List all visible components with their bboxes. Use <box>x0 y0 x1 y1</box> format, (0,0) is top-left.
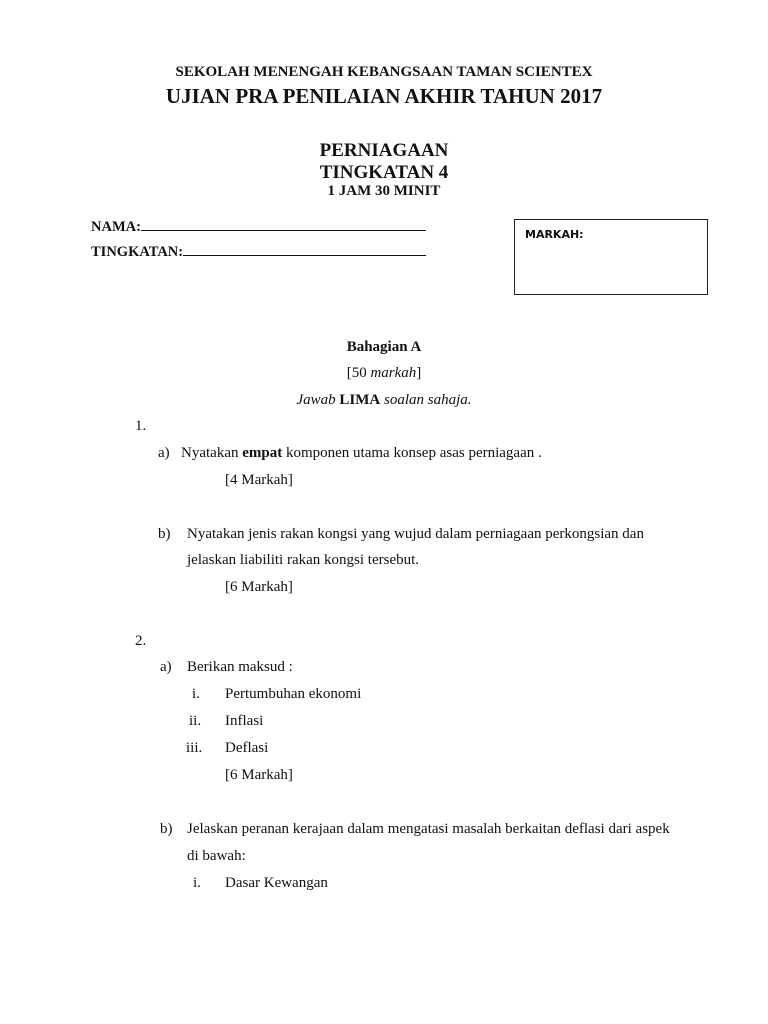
q1b-label: b) <box>158 526 171 542</box>
q2b-item-1-num: i. <box>193 875 201 891</box>
form-level: TINGKATAN 4 <box>319 162 449 183</box>
q2b-item-1-text: Dasar Kewangan <box>225 875 328 891</box>
q2a-text: Berikan maksud : <box>187 659 293 675</box>
q2a-item-2-num: ii. <box>189 713 202 729</box>
q2b-line-2: di bawah: <box>187 848 246 864</box>
q2a-item-3-text: Deflasi <box>225 740 269 756</box>
section-marks-open: [50 <box>346 365 371 381</box>
instruction-post: soalan sahaja. <box>380 392 472 408</box>
instruction-pre: Jawab <box>296 392 340 408</box>
marks-label: MARKAH: <box>525 228 584 241</box>
section-marks-word: markah <box>370 365 417 381</box>
q2b-line-1: Jelaskan peranan kerajaan dalam mengatasi masalah berkaitan deflasi dari aspek <box>187 821 670 837</box>
q2a-label: a) <box>160 659 172 675</box>
q1b-line-2: jelaskan liabiliti rakan kongsi tersebut. <box>187 552 420 568</box>
q1a-label: a) <box>158 445 170 461</box>
q2a-item-1-num: i. <box>192 686 200 702</box>
school-name: SEKOLAH MENENGAH KEBANGSAAN TAMAN SCIENTEX <box>175 64 593 80</box>
q2a-item-2-text: Inflasi <box>225 713 264 729</box>
q2a-marks: [6 Markah] <box>225 767 293 783</box>
marks-box[interactable] <box>514 219 708 295</box>
question-2-number: 2. <box>135 633 147 649</box>
exam-duration: 1 JAM 30 MINIT <box>327 183 441 199</box>
section-marks-close: ] <box>416 365 422 381</box>
class-label: TINGKATAN: <box>91 244 184 260</box>
q1b-marks: [6 Markah] <box>225 579 293 595</box>
q1a-text-post: komponen utama konsep asas perniagaan . <box>282 445 542 461</box>
q1b-line-1: Nyatakan jenis rakan kongsi yang wujud dalam perniagaan perkongsian dan <box>187 526 644 542</box>
class-blank-line[interactable] <box>183 243 426 256</box>
instruction-bold: LIMA <box>339 392 381 408</box>
q2a-item-1-text: Pertumbuhan ekonomi <box>225 686 362 702</box>
q1a-text-pre: Nyatakan <box>181 445 243 461</box>
section-instruction <box>0 392 768 409</box>
q2a-item-3-num: iii. <box>186 740 203 756</box>
q1a-text-bold: empat <box>242 445 283 461</box>
name-blank-line[interactable] <box>141 218 426 231</box>
section-marks <box>0 365 768 382</box>
q1a-marks: [4 Markah] <box>225 472 293 488</box>
q1a-text <box>181 445 542 462</box>
q2b-label: b) <box>160 821 173 837</box>
name-field <box>91 218 426 236</box>
question-1-number: 1. <box>135 418 147 434</box>
exam-title: UJIAN PRA PENILAIAN AKHIR TAHUN 2017 <box>165 84 603 108</box>
section-title: Bahagian A <box>346 339 422 355</box>
name-label: NAMA: <box>91 219 141 235</box>
class-field <box>91 243 426 261</box>
subject-title: PERNIAGAAN <box>319 140 449 161</box>
